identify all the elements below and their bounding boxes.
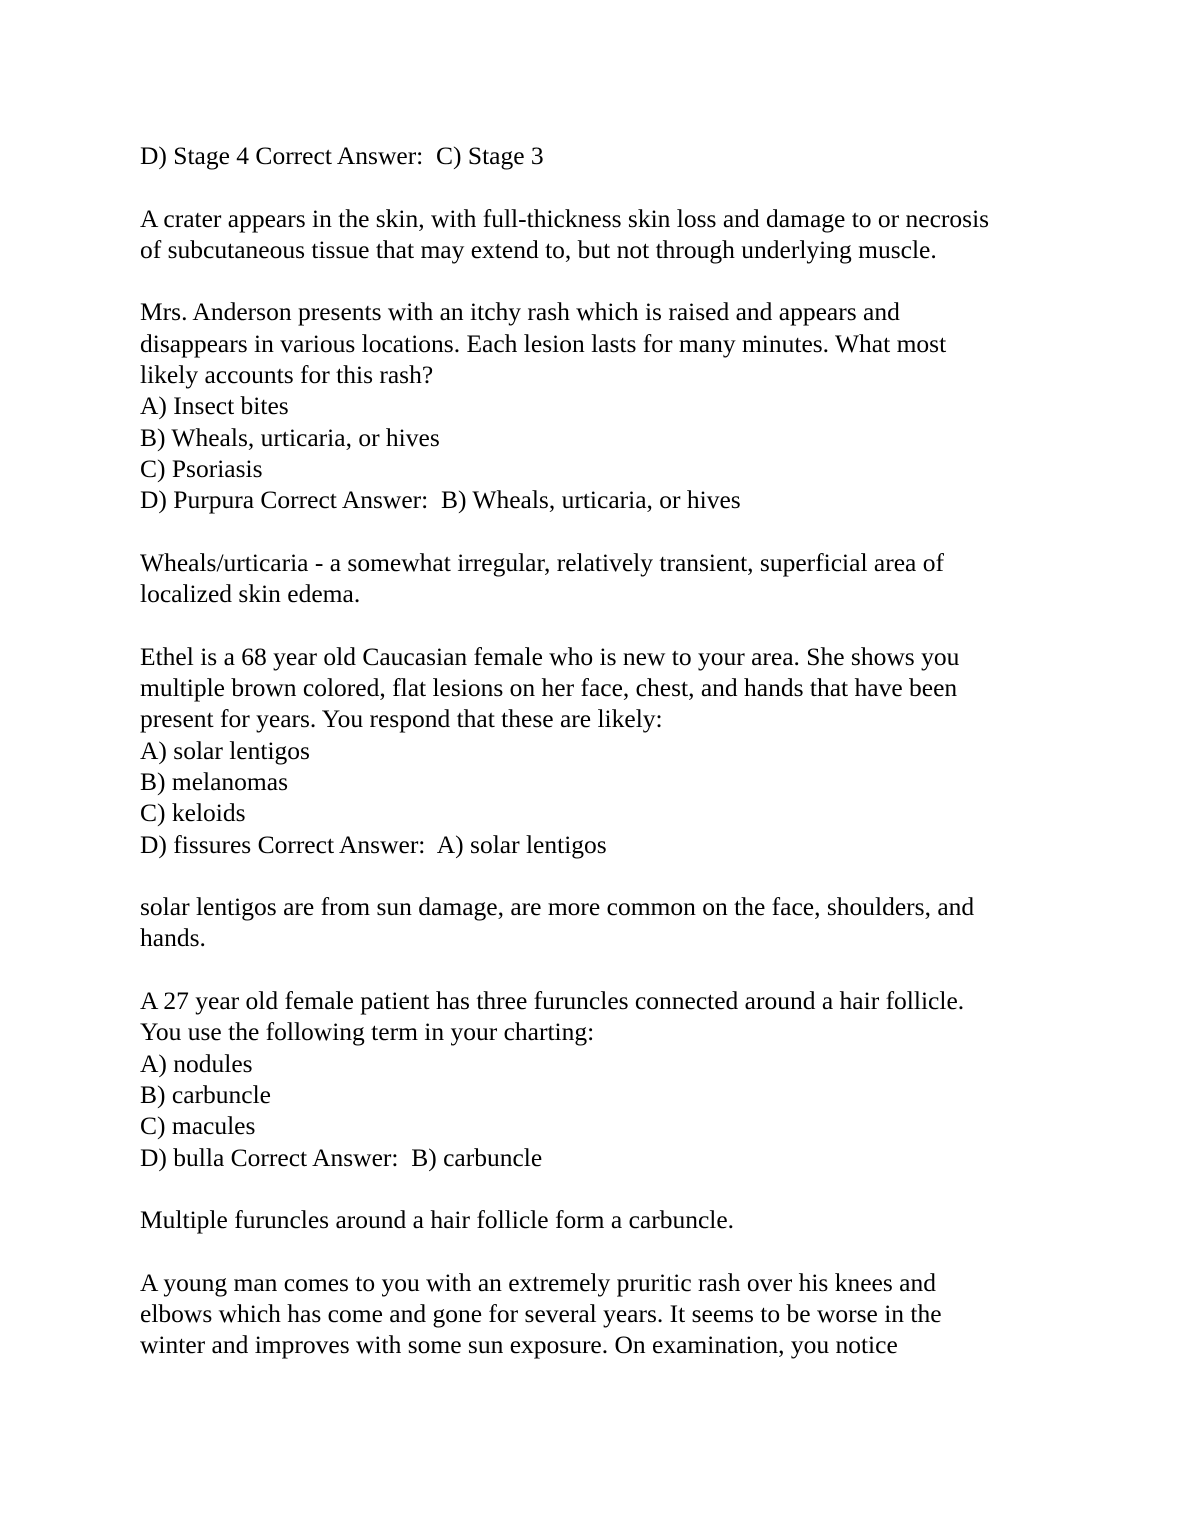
explanation-carbuncle <box>140 1204 1060 1235</box>
text-line: hands. <box>140 923 206 953</box>
explanation-stage-3 <box>140 203 1060 266</box>
option-d-with-answer: D) Purpura Correct Answer: B) Wheals, urticaria, or hives <box>140 485 741 515</box>
question-psoriasis-partial <box>140 1267 1060 1361</box>
explanation-lentigos <box>140 891 1060 954</box>
question-text: A young man comes to you with an extremely pruritic rash over his knees and <box>140 1267 936 1297</box>
text-line: A crater appears in the skin, with full-thickness skin loss and damage to or necrosis <box>140 203 990 233</box>
option-a: A) solar lentigos <box>140 735 310 765</box>
option-c: C) keloids <box>140 798 246 828</box>
option-c: C) macules <box>140 1111 256 1141</box>
question-text: disappears in various locations. Each lesion lasts for many minutes. What most <box>140 328 947 358</box>
question-text: likely accounts for this rash? <box>140 360 434 390</box>
option-b: B) carbuncle <box>140 1079 271 1109</box>
option-b: B) melanomas <box>140 766 289 796</box>
question-text: A 27 year old female patient has three furuncles connected around a hair follicle. <box>140 986 965 1016</box>
document-page <box>140 140 1060 1392</box>
question-text: You use the following term in your charting: <box>140 1017 595 1047</box>
text-line: Wheals/urticaria - a somewhat irregular, relatively transient, superficial area of <box>140 547 944 577</box>
option-a: A) nodules <box>140 1048 253 1078</box>
option-a: A) Insect bites <box>140 391 289 421</box>
text-line: D) Stage 4 Correct Answer: C) Stage 3 <box>140 141 544 170</box>
question-text: winter and improves with some sun exposure. On examination, you notice <box>140 1330 898 1360</box>
question-lentigos <box>140 641 1060 860</box>
question-text: Ethel is a 68 year old Caucasian female who is new to your area. She shows you <box>140 641 960 671</box>
question-rash-hives <box>140 296 1060 515</box>
option-d-with-answer: D) bulla Correct Answer: B) carbuncle <box>140 1142 543 1172</box>
option-c: C) Psoriasis <box>140 453 263 483</box>
text-line: localized skin edema. <box>140 579 361 609</box>
explanation-urticaria <box>140 547 1060 610</box>
option-d-with-answer: D) fissures Correct Answer: A) solar lentigos <box>140 829 607 859</box>
question-text: present for years. You respond that these are likely: <box>140 704 663 734</box>
text-line: Multiple furuncles around a hair follicle form a carbuncle. <box>140 1205 735 1235</box>
question-carbuncle <box>140 985 1060 1173</box>
text-line: of subcutaneous tissue that may extend to, but not through underlying muscle. <box>140 234 937 264</box>
text-line: solar lentigos are from sun damage, are more common on the face, shoulders, and <box>140 892 975 922</box>
question-text: Mrs. Anderson presents with an itchy rash which is raised and appears and <box>140 297 900 327</box>
question-text: elbows which has come and gone for several years. It seems to be worse in the <box>140 1298 942 1328</box>
answer-block-stage <box>140 140 1060 171</box>
question-text: multiple brown colored, flat lesions on her face, chest, and hands that have been <box>140 673 958 703</box>
option-b: B) Wheals, urticaria, or hives <box>140 422 440 452</box>
